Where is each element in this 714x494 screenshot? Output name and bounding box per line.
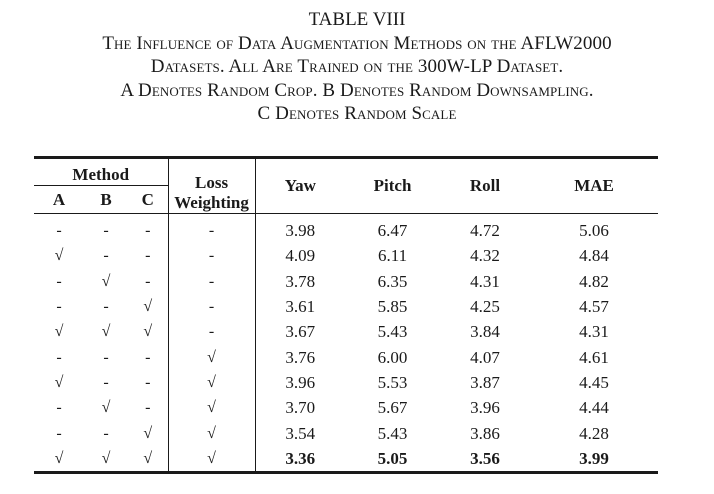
cell-yaw: 3.76 [285,347,316,367]
cell-pitch: 6.00 [377,347,408,367]
cell-pitch: 6.35 [377,271,408,291]
header-loss-weighting [168,158,255,214]
cell-roll: 4.31 [470,271,500,291]
cell-method-c: √ [128,446,168,473]
cell-loss-weighting: - [168,269,255,294]
caption-line-3: A Denotes Random Crop. B Denotes Random Downsampling. [120,79,594,101]
cell-yaw: 3.98 [285,221,316,241]
header-b: B [84,186,128,214]
cell-pitch: 5.43 [377,423,408,443]
cell-roll: 3.56 [470,448,500,468]
header-loss-line1: Loss [194,173,229,192]
cell-yaw: 3.96 [285,372,316,392]
cell-mae: 4.44 [579,398,609,418]
cell-mae: 3.99 [579,448,609,468]
cell-method-b: - [103,247,109,265]
cell-method-c: - [128,395,168,420]
caption-line-2: Datasets. All Are Trained on the 300W-LP Dataset. [150,56,564,77]
cell-roll: 4.32 [470,246,500,266]
cell-loss-weighting: √ [168,446,255,473]
cell-method-c: √ [128,420,168,445]
cell-pitch: 6.47 [377,221,408,241]
cell-yaw: 3.67 [285,322,316,342]
header-roll: Roll [440,158,530,214]
header-loss-line2: Weighting [174,193,249,212]
cell-method-b: √ [101,272,111,290]
cell-method-b: - [103,373,109,391]
table-row [34,294,658,319]
cell-yaw: 3.36 [285,448,316,468]
cell-method-a: - [56,424,62,442]
cell-roll: 4.07 [470,347,500,367]
cell-method-b: - [103,424,109,442]
cell-pitch: 5.53 [377,372,408,392]
cell-roll: 4.72 [470,221,500,241]
table-row [34,319,658,344]
cell-roll: 3.86 [470,423,500,443]
cell-method-a: - [56,298,62,316]
cell-method-c: √ [128,319,168,344]
cell-method-c: - [128,344,168,369]
table-row [34,446,658,473]
header-method: Method [34,158,168,186]
cell-pitch: 5.43 [377,322,408,342]
cell-mae: 4.82 [579,271,609,291]
cell-pitch: 6.11 [377,246,408,266]
cell-method-c: √ [128,294,168,319]
cell-pitch: 5.05 [377,448,408,468]
header-c: C [128,186,168,214]
cell-loss-weighting: - [168,214,255,244]
cell-mae: 4.28 [579,423,609,443]
cell-method-c: - [128,243,168,268]
cell-mae: 4.61 [579,347,609,367]
cell-method-a: - [56,272,62,290]
table-row [34,420,658,445]
cell-mae: 4.84 [579,246,609,266]
header-yaw: Yaw [255,158,345,214]
cell-loss-weighting: √ [168,395,255,420]
cell-method-b: √ [101,449,111,467]
table-row [34,269,658,294]
header-a: A [34,186,84,214]
cell-mae: 4.45 [579,372,609,392]
cell-yaw: 3.70 [285,398,316,418]
cell-loss-weighting: √ [168,420,255,445]
results-table [34,156,658,474]
table-row [34,344,658,369]
cell-loss-weighting: √ [168,344,255,369]
cell-method-b: - [103,222,109,240]
cell-method-c: - [128,269,168,294]
cell-mae: 4.57 [579,297,609,317]
cell-yaw: 3.61 [285,297,316,317]
cell-method-a: - [56,348,62,366]
cell-mae: 5.06 [579,221,609,241]
cell-method-a: √ [54,373,64,391]
caption-line-4: C Denotes Random Scale [257,103,457,124]
cell-method-c: - [128,214,168,244]
cell-method-b: - [103,298,109,316]
cell-pitch: 5.85 [377,297,408,317]
cell-method-b: √ [101,323,111,341]
caption-line-1: The Influence of Data Augmentation Methods on the AFLW2000 [102,32,612,54]
cell-mae: 4.31 [579,322,609,342]
table-row [34,370,658,395]
cell-method-b: - [103,348,109,366]
cell-loss-weighting: - [168,319,255,344]
cell-pitch: 5.67 [377,398,408,418]
cell-roll: 3.84 [470,322,500,342]
cell-method-a: √ [54,323,64,341]
cell-method-a: √ [54,247,64,265]
table-label: TABLE VIII [308,9,406,30]
cell-method-b: √ [101,399,111,417]
cell-loss-weighting: - [168,294,255,319]
table-row [34,395,658,420]
cell-loss-weighting: - [168,243,255,268]
cell-yaw: 3.54 [285,423,316,443]
cell-loss-weighting: √ [168,370,255,395]
table-caption [0,8,714,126]
cell-method-a: √ [54,449,64,467]
cell-method-a: - [56,222,62,240]
cell-roll: 3.87 [470,372,500,392]
table-row [34,243,658,268]
cell-yaw: 4.09 [285,246,316,266]
cell-method-a: - [56,399,62,417]
table-body [34,214,658,473]
header-pitch: Pitch [345,158,440,214]
cell-yaw: 3.78 [285,271,316,291]
header-mae: MAE [530,158,658,214]
cell-roll: 3.96 [470,398,500,418]
cell-roll: 4.25 [470,297,500,317]
cell-method-c: - [128,370,168,395]
table-row [34,214,658,244]
